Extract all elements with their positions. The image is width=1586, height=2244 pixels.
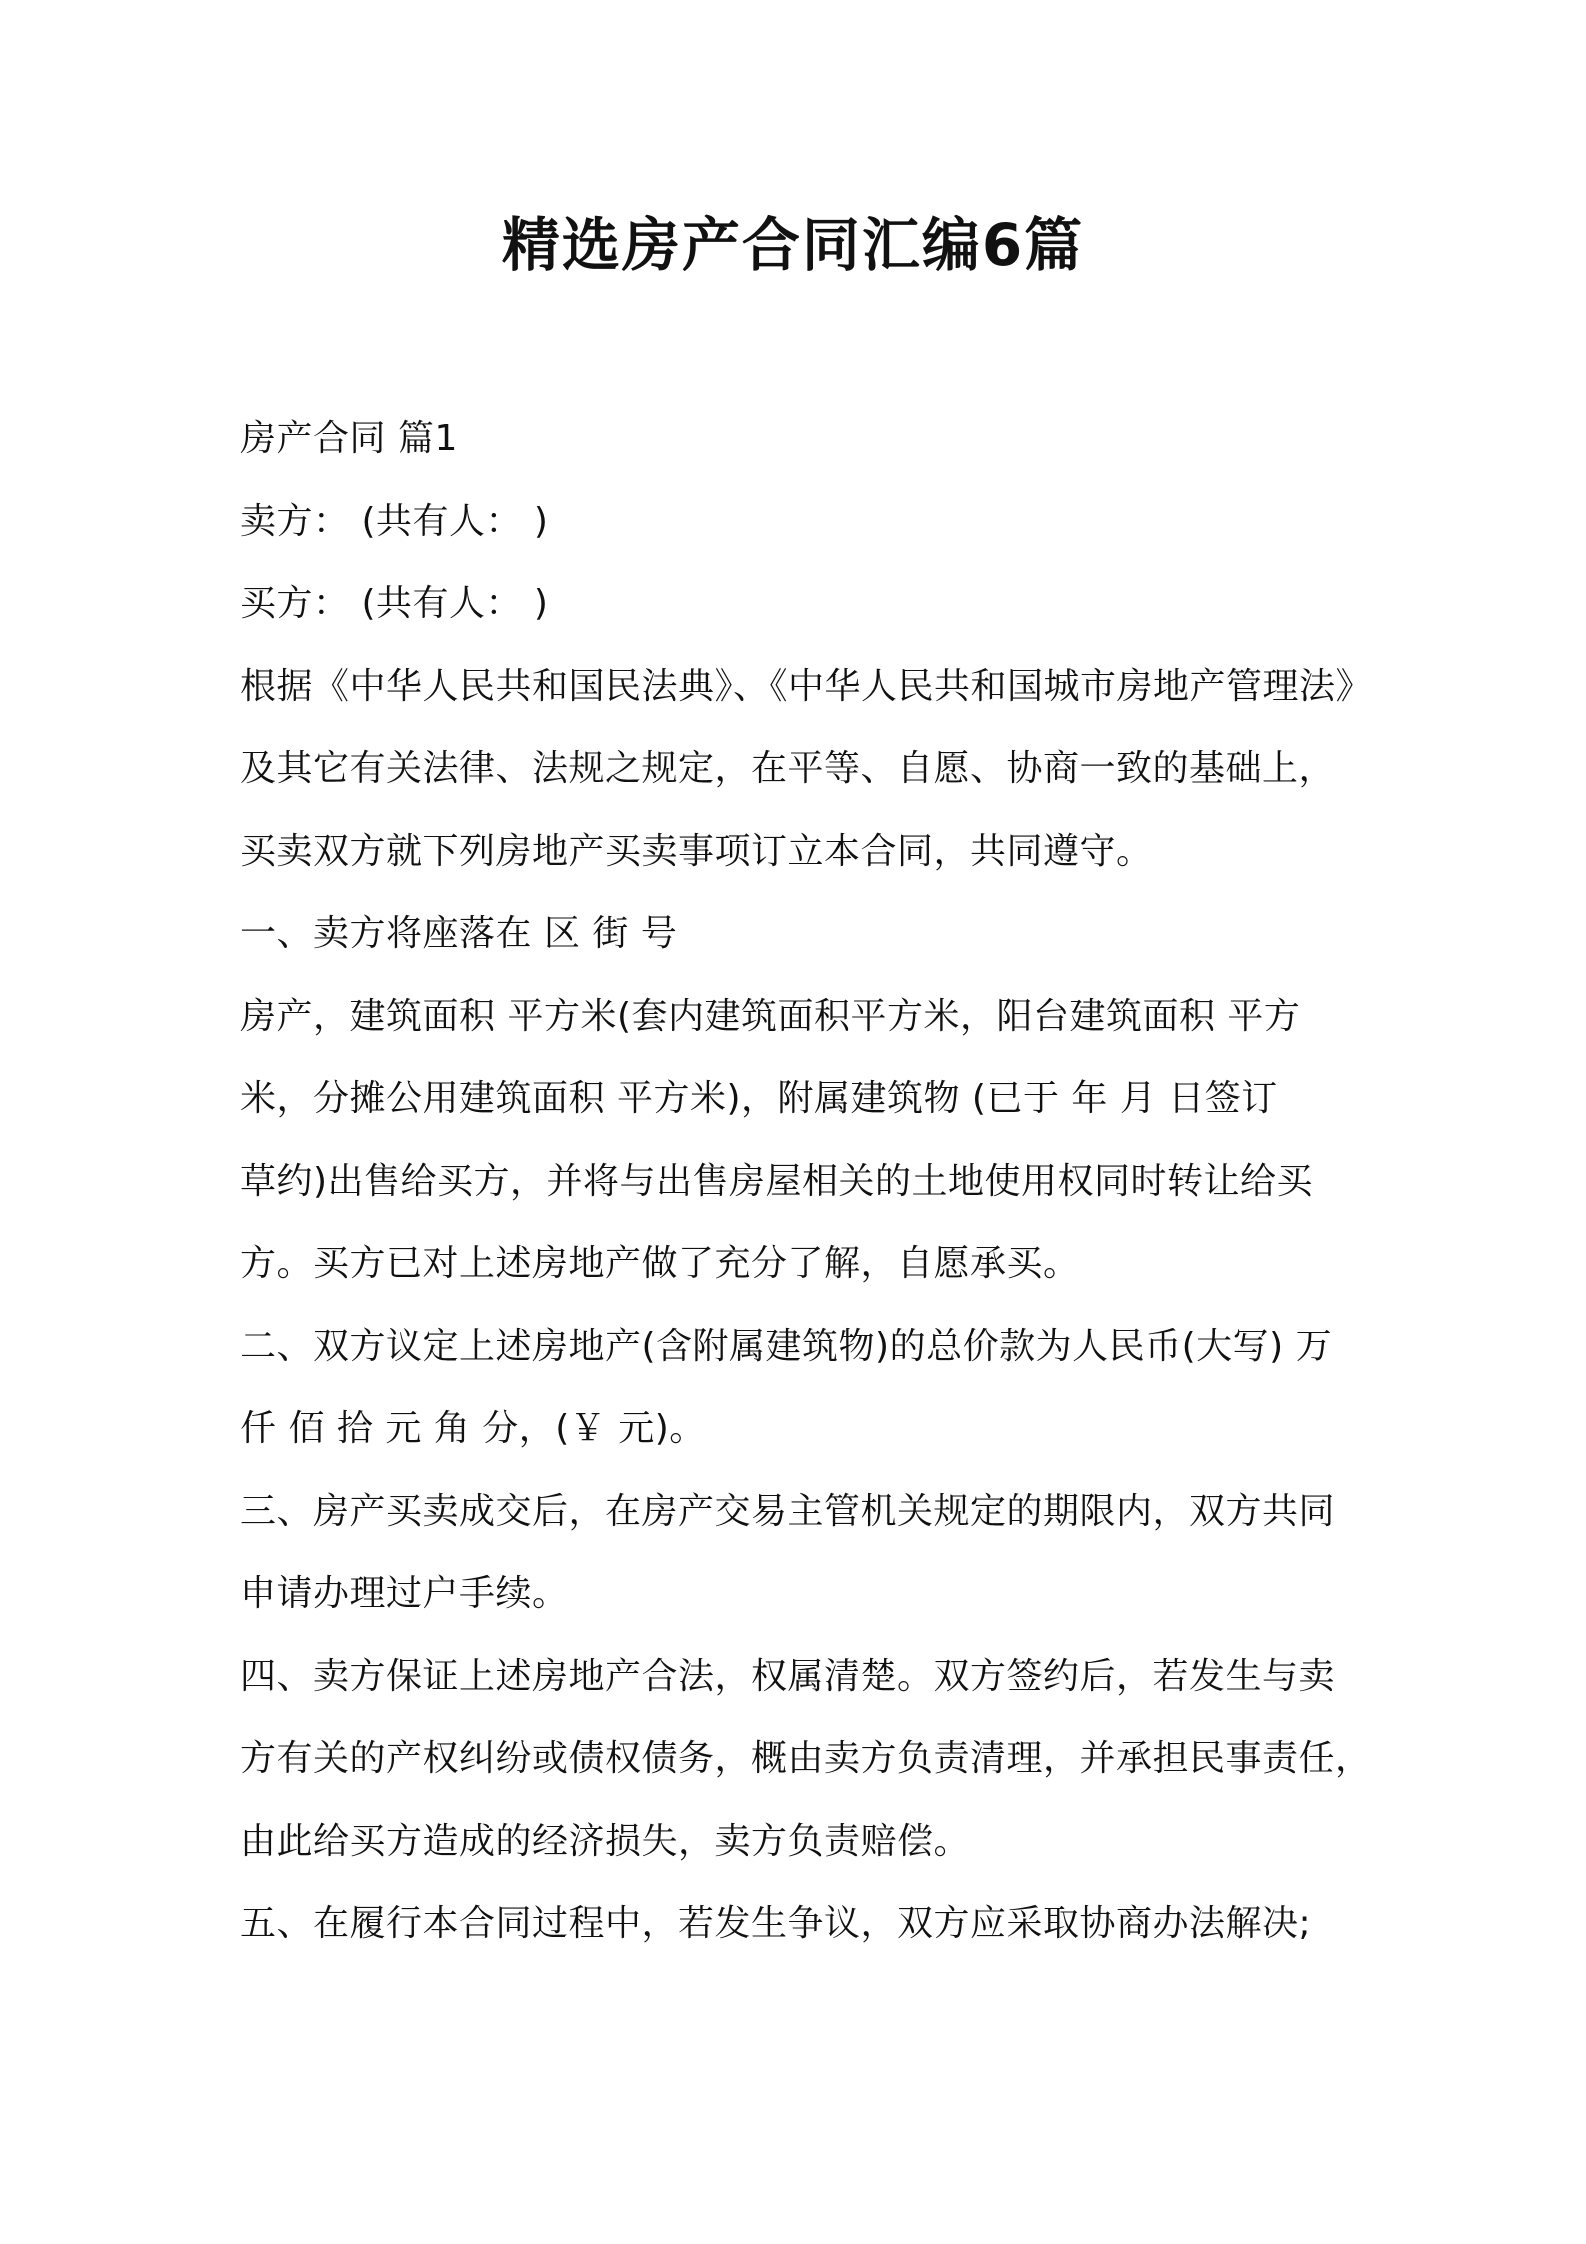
- document-title: 精选房产合同汇编6篇: [501, 211, 1085, 279]
- clause-4-line: 四、卖方保证上述房地产合法，权属清楚。双方签约后，若发生与卖: [240, 1655, 1336, 1697]
- clause-3-line: 三、房产买卖成交后，在房产交易主管机关规定的期限内，双方共同: [240, 1490, 1336, 1532]
- buyer-line: 买方： (共有人： ): [240, 583, 549, 624]
- paragraph-line: 方。买方已对上述房地产做了充分了解，自愿承买。: [240, 1243, 1080, 1284]
- paragraph-line: 房产，建筑面积 平方米(套内建筑面积平方米，阳台建筑面积 平方: [240, 995, 1301, 1037]
- paragraph-line: 草约)出售给买方，并将与出售房屋相关的土地使用权同时转让给买: [240, 1160, 1314, 1202]
- document-body: [240, 398, 1373, 1966]
- seller-line: 卖方： (共有人： ): [240, 500, 549, 542]
- paragraph-line: 买卖双方就下列房地产买卖事项订立本合同，共同遵守。: [240, 830, 1153, 872]
- clause-5-line: 五、在履行本合同过程中，若发生争议，双方应采取协商办法解决;: [240, 1903, 1312, 1944]
- paragraph-line: 仟 佰 拾 元 角 分，(￥ 元)。: [240, 1408, 706, 1449]
- paragraph-line: 根据《中华人民共和国民法典》、《中华人民共和国城市房地产管理法》: [240, 665, 1373, 707]
- paragraph-line: 由此给买方造成的经济损失，卖方负责赔偿。: [240, 1820, 971, 1862]
- clause-1-line: 一、卖方将座落在 区 街 号: [240, 913, 678, 954]
- clause-2-line: 二、双方议定上述房地产(含附属建筑物)的总价款为人民币(大写) 万: [240, 1325, 1333, 1367]
- section-heading: 房产合同 篇1: [240, 418, 458, 459]
- paragraph-line: 方有关的产权纠纷或债权债务，概由卖方负责清理，并承担民事责任，: [240, 1738, 1372, 1779]
- paragraph-line: 米，分摊公用建筑面积 平方米)，附属建筑物 (已于 年 月 日签订: [240, 1078, 1278, 1119]
- paragraph-line: 申请办理过户手续。: [240, 1573, 569, 1614]
- paragraph-line: 及其它有关法律、法规之规定，在平等、自愿、协商一致的基础上，: [240, 748, 1336, 789]
